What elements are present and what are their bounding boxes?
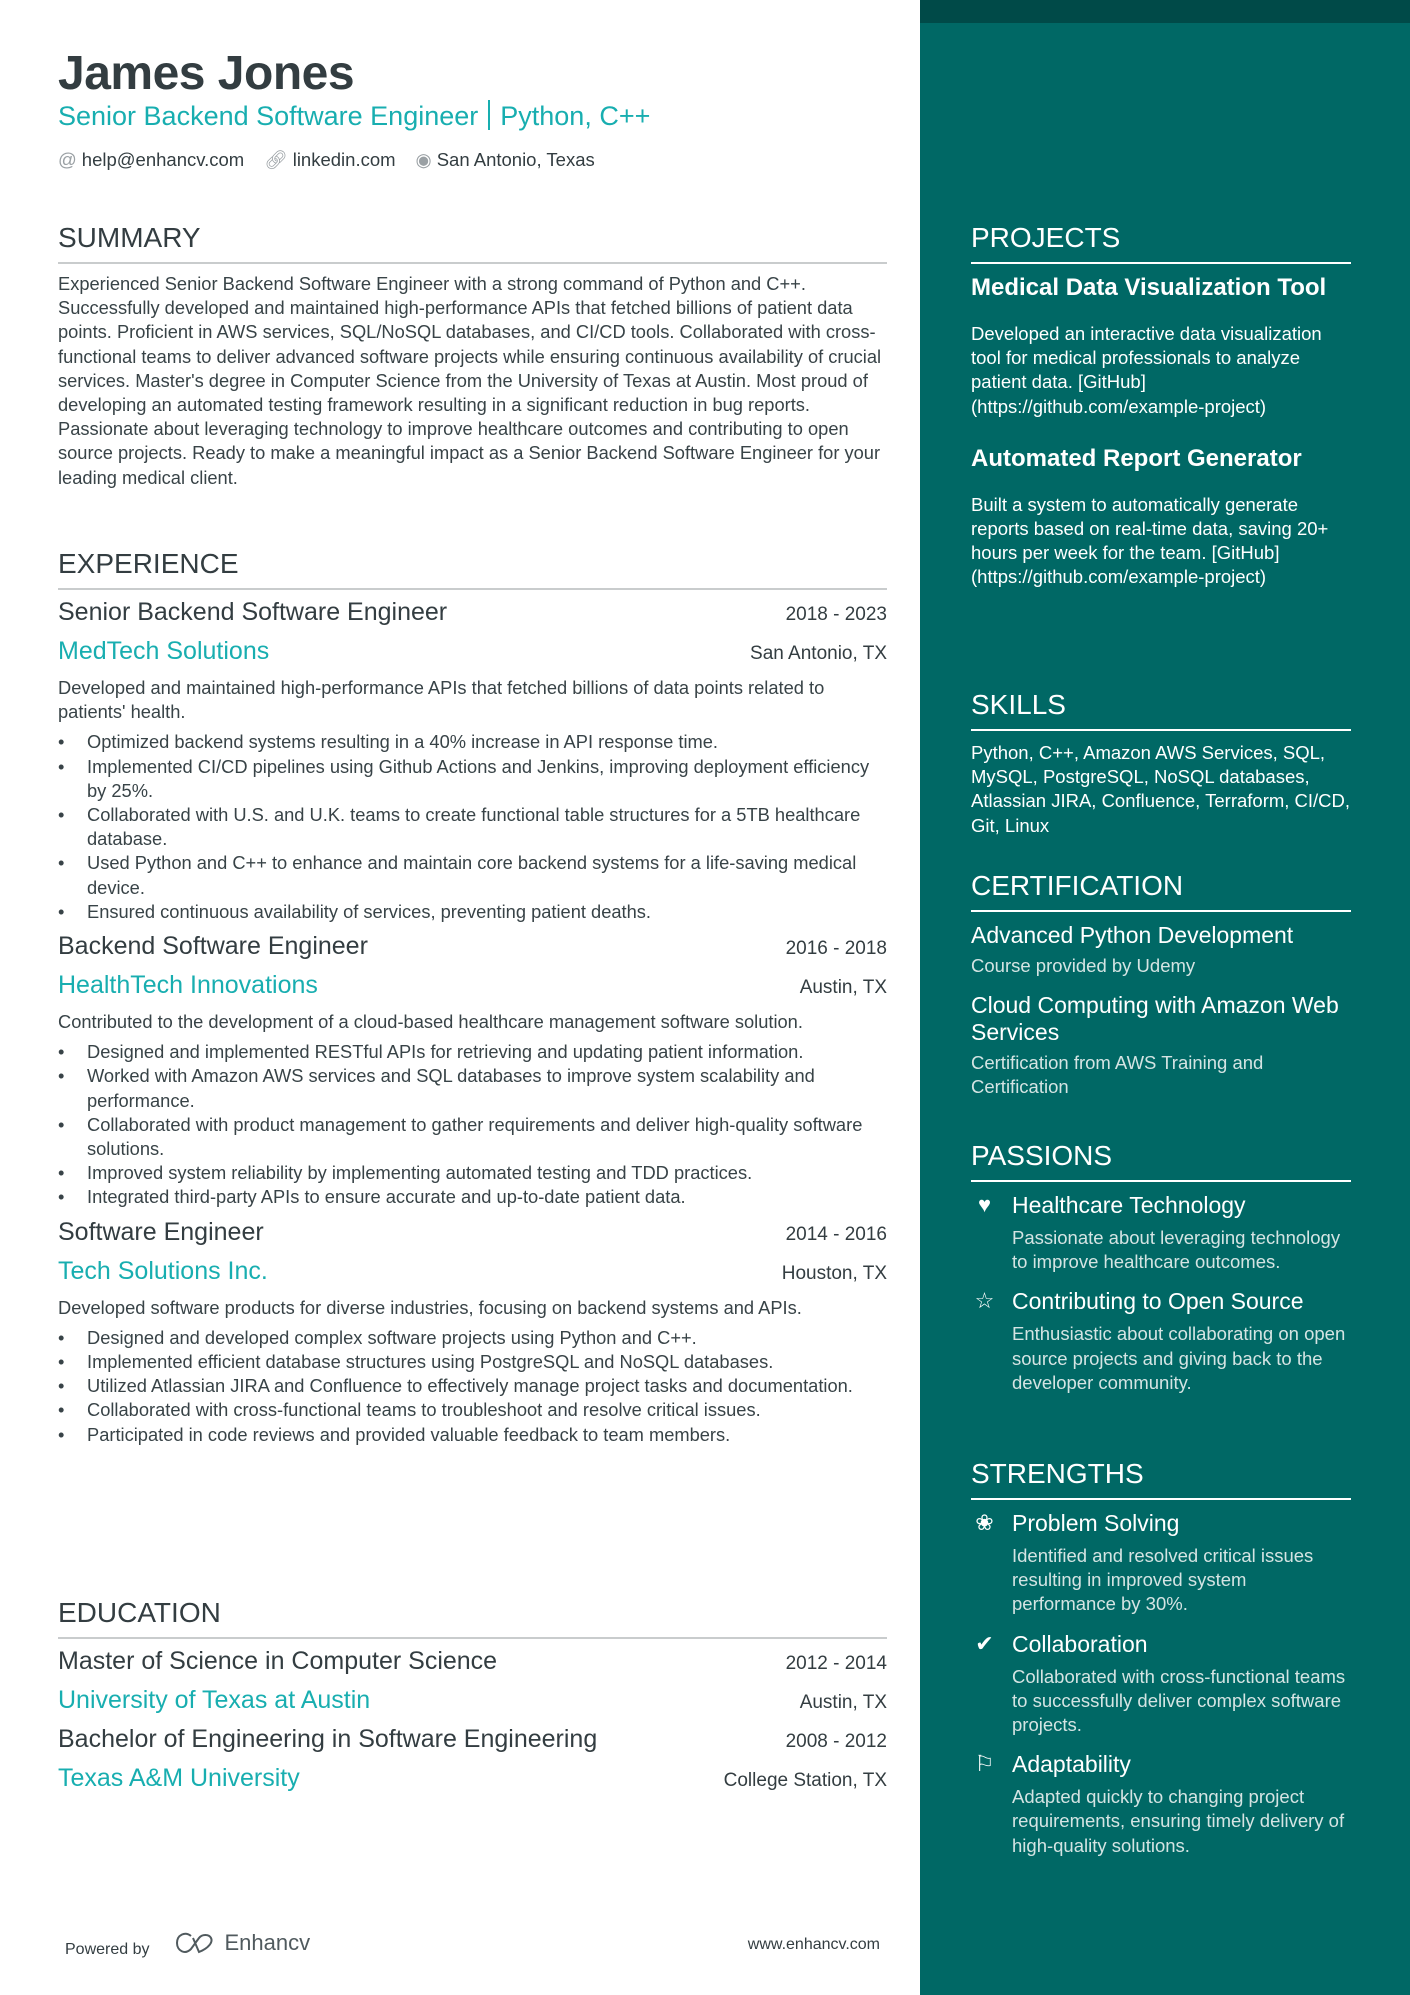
job-location: Austin, TX — [799, 977, 887, 999]
job-company-row — [58, 1257, 887, 1286]
bullet-item: • Designed and developed complex software projects using Python and C++. — [58, 1326, 887, 1350]
job-header — [58, 598, 887, 627]
link-icon: 🔗︎ — [264, 149, 288, 170]
project-description: Developed an interactive data visualization tool for medical professionals to analyze patient data. [GitHub](https://github.com/example-project) — [971, 323, 1322, 417]
job-company-row — [58, 637, 887, 666]
strengths-description: Collaborated with cross-functional teams to successfully deliver complex software projects. — [1012, 1665, 1346, 1736]
at-icon: @ — [58, 149, 77, 170]
linkedin-text: linkedin.com — [292, 149, 396, 170]
flag-icon: ⚐ — [974, 1751, 995, 1777]
passions-item — [971, 1192, 1351, 1274]
job-dates: 2018 - 2023 — [785, 604, 887, 625]
strengths-description: Adapted quickly to changing project requirements, ensuring timely delivery of high-quality solutions. — [1012, 1786, 1345, 1856]
strengths-description: Identified and resolved critical issues resulting in improved system performance by 30%. — [1012, 1545, 1314, 1615]
passions-title: Healthcare Technology — [1012, 1192, 1246, 1218]
email-text: help@enhancv.com — [81, 149, 245, 170]
footer — [65, 1930, 880, 1959]
bullet-item: • Worked with Amazon AWS services and SQL databases to improve system scalability and performance. — [58, 1064, 887, 1112]
title-separator — [488, 100, 490, 130]
enhancv-logo[interactable] — [175, 1930, 311, 1956]
summary-section — [58, 222, 887, 490]
section-heading: CERTIFICATION — [971, 870, 1351, 912]
strengths-title: Problem Solving — [1012, 1510, 1180, 1536]
education-entry — [58, 1647, 887, 1715]
powered-by — [65, 1930, 310, 1959]
strengths-title: Collaboration — [1012, 1630, 1148, 1657]
candidate-title — [58, 100, 650, 132]
section-heading: SKILLS — [971, 689, 1351, 731]
job-description: Contributed to the development of a cloud-based healthcare management software solution. — [58, 1011, 803, 1033]
school-row — [58, 1764, 887, 1793]
star-half-icon: ☆ — [974, 1288, 995, 1314]
job-description: Developed and maintained high-performance APIs that fetched billions of data points related to patients' health. — [58, 677, 825, 723]
strengths-text — [1012, 1631, 1351, 1738]
school-location: Austin, TX — [799, 1692, 887, 1713]
location-pin-icon: ◉ — [415, 149, 432, 170]
education-header — [58, 1647, 887, 1676]
degree: Master of Science in Computer Science — [58, 1647, 498, 1675]
certification-section — [971, 870, 1351, 1114]
bullet-item: • Designed and implemented RESTful APIs for retrieving and updating patient information. — [58, 1040, 887, 1064]
job-header — [58, 932, 887, 961]
check-icon: ✔ — [975, 1630, 994, 1656]
company-name[interactable]: MedTech Solutions — [58, 637, 270, 665]
job-bullets — [58, 730, 887, 924]
job-entry — [58, 598, 887, 924]
school-name[interactable]: Texas A&M University — [58, 1764, 300, 1792]
job-company-row — [58, 971, 887, 1000]
bullet-item: • Implemented efficient database structures using PostgreSQL and NoSQL databases. — [58, 1350, 887, 1374]
job-dates: 2014 - 2016 — [785, 1223, 887, 1245]
experience-section — [58, 548, 887, 1455]
projects-section — [971, 222, 1351, 616]
bullet-item: • Used Python and C++ to enhance and maintain core backend systems for a life-saving medical device. — [58, 851, 887, 899]
company-name[interactable]: Tech Solutions Inc. — [58, 1256, 268, 1285]
school-name[interactable]: University of Texas at Austin — [58, 1686, 371, 1714]
strengths-text — [1012, 1510, 1351, 1617]
education-section — [58, 1597, 887, 1803]
job-location: San Antonio, TX — [750, 643, 887, 664]
certification-title: Advanced Python Development — [971, 922, 1294, 948]
certification-title: Cloud Computing with Amazon Web Services — [971, 992, 1339, 1046]
bullet-item: • Participated in code reviews and provided valuable feedback to team members. — [58, 1423, 887, 1447]
bullet-item: • Utilized Atlassian JIRA and Confluence to effectively manage project tasks and documentation. — [58, 1374, 887, 1398]
strengths-item — [971, 1631, 1351, 1738]
certification-subtitle: Course provided by Udemy — [971, 955, 1196, 976]
bullet-item: • Optimized backend systems resulting in a 40% increase in API response time. — [58, 730, 887, 754]
award-icon: ❀ — [975, 1510, 994, 1535]
job-title: Software Engineer — [58, 1217, 264, 1246]
school-location: College Station, TX — [723, 1770, 887, 1791]
job-bullets — [58, 1326, 887, 1447]
job-title: Senior Backend Software Engineer — [58, 598, 448, 626]
education-dates: 2008 - 2012 — [785, 1731, 887, 1752]
job-entry — [58, 1218, 887, 1447]
passions-description: Enthusiastic about collaborating on open source projects and giving back to the developer community. — [1012, 1323, 1346, 1393]
website-link[interactable]: www.enhancv.com — [747, 1935, 880, 1953]
strengths-text — [1012, 1751, 1351, 1858]
heart-icon: ♥ — [977, 1192, 992, 1217]
education-entry — [58, 1725, 887, 1793]
bullet-item: • Collaborated with U.S. and U.K. teams to create functional table structures for a 5TB healthcare database. — [58, 803, 887, 851]
enhancv-logo-icon — [175, 1932, 219, 1954]
job-description: Developed software products for diverse industries, focusing on backend systems and APIs. — [58, 1296, 802, 1318]
strengths-item — [971, 1510, 1351, 1617]
job-dates: 2016 - 2018 — [785, 938, 887, 960]
bullet-item: • Implemented CI/CD pipelines using Github Actions and Jenkins, improving deployment efficiency by 25%. — [58, 755, 887, 803]
brand-name: Enhancv — [224, 1930, 311, 1955]
passions-text — [1012, 1288, 1351, 1395]
passions-section — [971, 1140, 1351, 1409]
job-title: Backend Software Engineer — [58, 932, 368, 961]
company-name[interactable]: HealthTech Innovations — [58, 971, 318, 1000]
job-header — [58, 1218, 887, 1247]
certification-subtitle: Certification from AWS Training and Certification — [971, 1052, 1264, 1098]
bullet-item: • Collaborated with product management to gather requirements and deliver high-quality software solutions. — [58, 1113, 887, 1161]
strengths-item — [971, 1751, 1351, 1858]
section-heading: EDUCATION — [58, 1597, 887, 1639]
education-header — [58, 1725, 887, 1754]
project-description: Built a system to automatically generate reports based on real-time data, saving 20+ hours per week for the team. [GitHub](https://github.com/example-project) — [971, 493, 1329, 588]
job-location: Houston, TX — [781, 1262, 887, 1284]
summary-text: Experienced Senior Backend Software Engineer with a strong command of Python and C++. Successfully developed and maintained high-performance APIs that fetched billions of patient data points. Proficient in AWS services, SQL/NoSQL databases, and CI/CD tools. Collaborated with cross-functional teams to deliver advanced software projects while ensuring continuous availability of crucial services. Master's degree in Computer Science from the University of Texas at Austin. Most proud of developing an automated testing framework resulting in a significant reduction in bug reports. Passionate about leveraging technology to improve healthcare outcomes and contributing to open source projects. Ready to make a meaningful impact as a Senior Backend Software Engineer for your leading medical client. — [58, 273, 882, 488]
section-heading: PROJECTS — [971, 222, 1351, 264]
contact-email[interactable] — [58, 149, 244, 171]
passions-title: Contributing to Open Source — [1012, 1288, 1304, 1315]
project-title: Automated Report Generator — [971, 444, 1302, 472]
section-heading: STRENGTHS — [971, 1458, 1351, 1500]
bullet-item: • Ensured continuous availability of services, preventing patient deaths. — [58, 900, 887, 924]
strengths-title: Adaptability — [1012, 1751, 1131, 1778]
education-dates: 2012 - 2014 — [785, 1653, 887, 1674]
section-heading: EXPERIENCE — [58, 548, 887, 590]
job-entry — [58, 932, 887, 1210]
contact-linkedin[interactable] — [264, 149, 395, 171]
section-heading: SUMMARY — [58, 222, 887, 264]
section-heading: PASSIONS — [971, 1140, 1351, 1182]
bullet-item: • Improved system reliability by implementing automated testing and TDD practices. — [58, 1161, 887, 1185]
sidebar — [920, 0, 1410, 1995]
powered-by-label: Powered by — [65, 1941, 150, 1958]
passions-text — [1012, 1192, 1351, 1274]
passions-item — [971, 1288, 1351, 1395]
degree: Bachelor of Engineering in Software Engineering — [58, 1725, 598, 1753]
contact-location — [416, 149, 595, 171]
candidate-name: James Jones — [58, 47, 355, 100]
project-title: Medical Data Visualization Tool — [971, 274, 1327, 301]
bullet-item: • Integrated third-party APIs to ensure accurate and up-to-date patient data. — [58, 1185, 887, 1209]
bullet-item: • Collaborated with cross-functional teams to troubleshoot and resolve critical issues. — [58, 1398, 887, 1422]
skills-text: Python, C++, Amazon AWS Services, SQL, MySQL, PostgreSQL, NoSQL databases, Atlassian JIRA, Confluence, Terraform, CI/CD, Git, Linux — [971, 742, 1351, 836]
contact-info — [58, 149, 595, 171]
skills-section — [971, 689, 1351, 864]
passions-description: Passionate about leveraging technology to improve healthcare outcomes. — [1012, 1227, 1341, 1273]
title-skills: Python, C++ — [500, 101, 651, 131]
job-bullets — [58, 1040, 887, 1209]
sidebar-top-band — [920, 0, 1410, 23]
school-row — [58, 1686, 887, 1715]
title-role: Senior Backend Software Engineer — [58, 101, 479, 131]
location-text: San Antonio, Texas — [436, 149, 595, 170]
strengths-section — [971, 1458, 1351, 1872]
